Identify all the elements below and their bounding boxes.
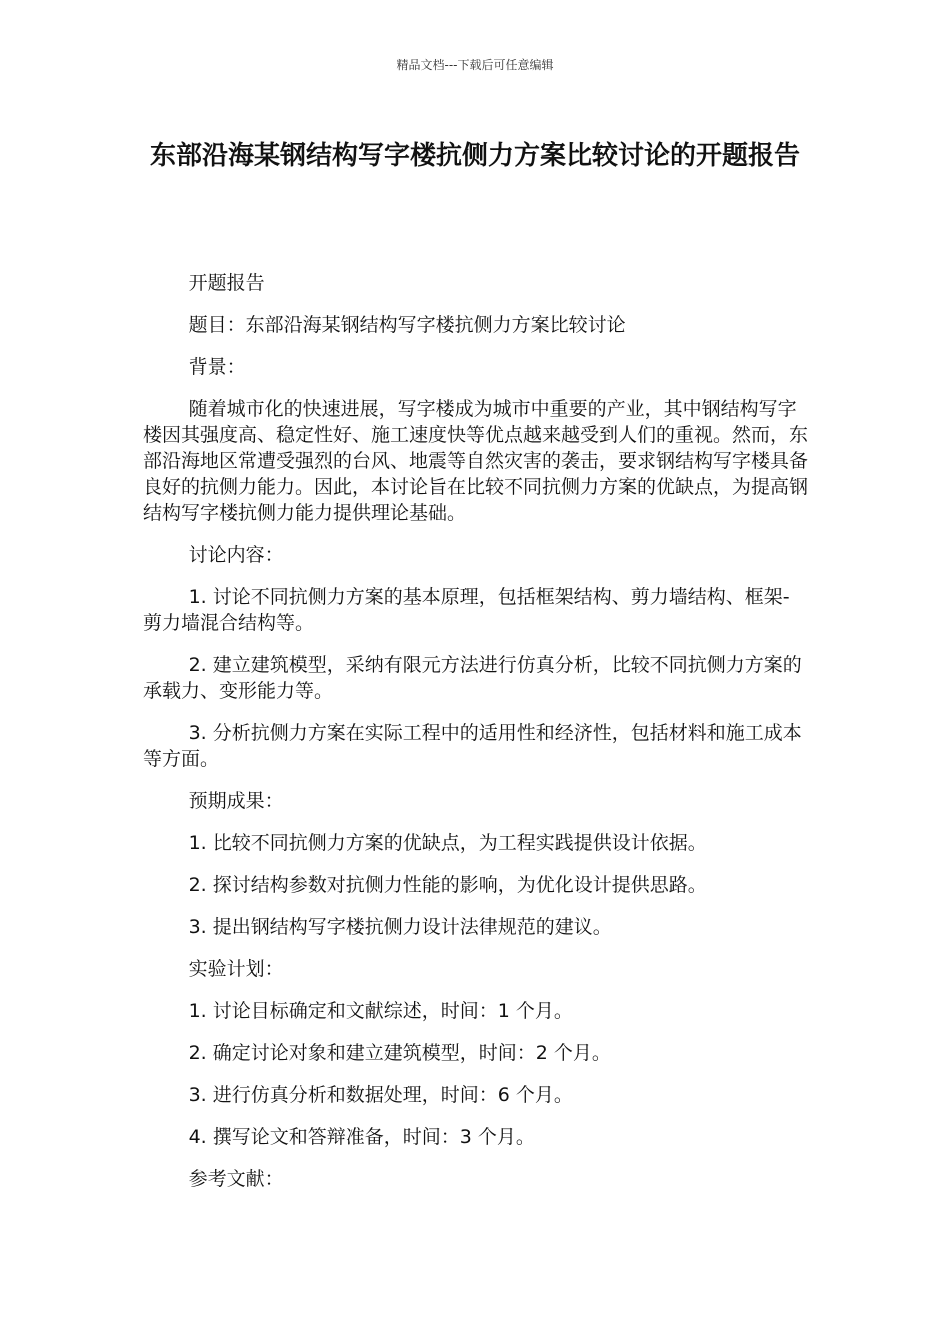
paragraph: 3. 分析抗侧力方案在实际工程中的适用性和经济性，包括材料和施工成本等方面。: [143, 722, 802, 770]
paragraph: 4. 撰写论文和答辩准备，时间：3 个月。: [188, 1126, 535, 1148]
paragraph: 1. 讨论不同抗侧力方案的基本原理，包括框架结构、剪力墙结构、框架-剪力墙混合结构等。: [143, 586, 790, 634]
paragraph: 题目：东部沿海某钢结构写字楼抗侧力方案比较讨论: [188, 314, 626, 336]
paragraph: 2. 确定讨论对象和建立建筑模型，时间：2 个月。: [188, 1042, 611, 1064]
paragraph: 随着城市化的快速进展，写字楼成为城市中重要的产业，其中钢结构写字楼因其强度高、稳定性好、施工速度快等优点越来越受到人们的重视。然而，东部沿海地区常遭受强烈的台风、地震等自然灾害的袭击，要求钢结构写字楼具备良好的抗侧力能力。因此，本讨论旨在比较不同抗侧力方案的优缺点，为提高钢结构写字楼抗侧力能力提供理论基础。: [143, 398, 809, 524]
paragraph: 实验计划：: [188, 958, 284, 980]
paragraph: 1. 讨论目标确定和文献综述，时间：1 个月。: [188, 1000, 573, 1022]
paragraph: 讨论内容：: [188, 544, 284, 566]
paragraph: 2. 探讨结构参数对抗侧力性能的影响，为优化设计提供思路。: [188, 874, 707, 896]
paragraph: 1. 比较不同抗侧力方案的优缺点，为工程实践提供设计依据。: [188, 832, 707, 854]
paragraph: 开题报告: [188, 272, 265, 294]
paragraph: 2. 建立建筑模型，采纳有限元方法进行仿真分析，比较不同抗侧力方案的承载力、变形能力等。: [143, 654, 802, 702]
paragraph: 3. 提出钢结构写字楼抗侧力设计法律规范的建议。: [188, 916, 612, 938]
document-body: [143, 270, 808, 1208]
paragraph: 参考文献：: [188, 1168, 284, 1190]
paragraph: 背景：: [188, 356, 246, 378]
paragraph: 预期成果：: [188, 790, 284, 812]
document-title: 东部沿海某钢结构写字楼抗侧力方案比较讨论的开题报告: [149, 141, 800, 171]
paragraph: 3. 进行仿真分析和数据处理，时间：6 个月。: [188, 1084, 573, 1106]
header-note: 精品文档---下载后可任意编辑: [396, 58, 554, 72]
